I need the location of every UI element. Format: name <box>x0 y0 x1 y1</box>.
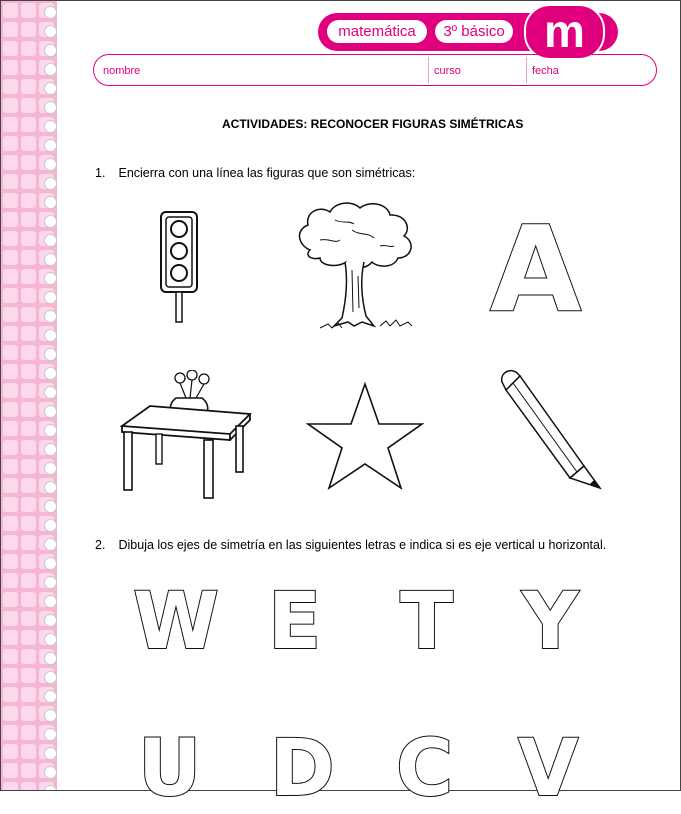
binding-hole <box>44 576 57 589</box>
binding-hole <box>44 633 57 646</box>
sidebar-pattern-square <box>21 22 36 37</box>
sidebar-pattern-square <box>3 668 18 683</box>
sidebar-pattern-square <box>21 307 36 322</box>
binding-hole <box>44 538 57 551</box>
sidebar-pattern-square <box>3 193 18 208</box>
binding-hole <box>44 595 57 608</box>
table-with-vase-icon <box>118 370 258 500</box>
sidebar-pattern-square <box>3 592 18 607</box>
worksheet-title: ACTIVIDADES: RECONOCER FIGURAS SIMÉTRICAS <box>222 117 524 131</box>
sidebar-pattern-square <box>21 782 36 790</box>
letter-a: A <box>490 200 582 338</box>
sidebar-pattern-square <box>21 98 36 113</box>
sidebar-pattern-square <box>3 402 18 417</box>
course-field-label: curso <box>434 65 461 77</box>
sidebar-pattern-square <box>3 117 18 132</box>
sidebar-pattern-square <box>21 345 36 360</box>
spiral-binding-sidebar <box>1 1 57 790</box>
sidebar-pattern-square <box>3 60 18 75</box>
sidebar-pattern-square <box>21 687 36 702</box>
question-number: 2. <box>95 538 106 552</box>
sidebar-pattern-square <box>21 383 36 398</box>
sidebar-pattern-square <box>3 79 18 94</box>
sidebar-pattern-square <box>21 402 36 417</box>
question-1 <box>95 166 415 180</box>
sidebar-pattern-square <box>3 649 18 664</box>
sidebar-pattern-square <box>3 231 18 246</box>
sidebar-pattern-square <box>3 763 18 778</box>
sidebar-pattern-square <box>21 440 36 455</box>
binding-hole <box>44 272 57 285</box>
sidebar-pattern-square <box>21 497 36 512</box>
binding-hole <box>44 747 57 760</box>
sidebar-pattern-square <box>3 725 18 740</box>
sidebar-pattern-square <box>3 497 18 512</box>
binding-hole <box>44 519 57 532</box>
sidebar-pattern-square <box>3 326 18 341</box>
sidebar-pattern-square <box>3 41 18 56</box>
sidebar-pattern-square <box>21 649 36 664</box>
binding-hole <box>44 500 57 513</box>
sidebar-pattern-square <box>21 630 36 645</box>
sidebar-pattern-square <box>3 706 18 721</box>
sidebar-pattern-square <box>21 478 36 493</box>
sidebar-pattern-square <box>21 269 36 284</box>
sidebar-pattern-square <box>3 3 18 18</box>
binding-hole <box>44 462 57 475</box>
binding-hole <box>44 44 57 57</box>
sidebar-pattern-square <box>21 60 36 75</box>
binding-hole <box>44 671 57 684</box>
sidebar-pattern-square <box>3 744 18 759</box>
binding-hole <box>44 766 57 779</box>
question-text: Encierra con una línea las figuras que son simétricas: <box>118 166 416 180</box>
sidebar-pattern-square <box>21 706 36 721</box>
binding-hole <box>44 310 57 323</box>
sidebar-pattern-square <box>21 421 36 436</box>
binding-hole <box>44 728 57 741</box>
subject-label: matemática <box>327 20 427 43</box>
letter-v: V <box>518 724 579 814</box>
binding-hole <box>44 253 57 266</box>
sidebar-pattern-square <box>3 440 18 455</box>
letter-u: U <box>138 724 202 814</box>
binding-hole <box>44 690 57 703</box>
sidebar-pattern-square <box>21 744 36 759</box>
binding-hole <box>44 139 57 152</box>
sidebar-pattern-square <box>3 421 18 436</box>
letter-t: T <box>400 577 454 667</box>
sidebar-pattern-square <box>3 782 18 790</box>
binding-hole <box>44 652 57 665</box>
tree-icon <box>290 200 420 335</box>
sidebar-pattern-square <box>3 535 18 550</box>
sidebar-pattern-square <box>21 250 36 265</box>
binding-hole <box>44 405 57 418</box>
date-field-label: fecha <box>532 65 559 77</box>
binding-hole <box>44 367 57 380</box>
sidebar-pattern-square <box>3 611 18 626</box>
sidebar-pattern-square <box>21 136 36 151</box>
sidebar-pattern-square <box>3 478 18 493</box>
star-icon <box>306 380 426 492</box>
divider <box>526 57 527 83</box>
traffic-light-icon <box>155 208 205 326</box>
binding-hole <box>44 557 57 570</box>
sidebar-pattern-square <box>3 155 18 170</box>
sidebar-pattern-square <box>3 174 18 189</box>
sidebar-pattern-square <box>21 212 36 227</box>
sidebar-pattern-square <box>3 22 18 37</box>
binding-hole <box>44 614 57 627</box>
letter-d: D <box>270 724 335 814</box>
binding-hole <box>44 348 57 361</box>
question-2 <box>95 538 606 552</box>
sidebar-pattern-square <box>21 3 36 18</box>
sidebar-pattern-square <box>21 364 36 379</box>
binding-hole <box>44 63 57 76</box>
binding-hole <box>44 82 57 95</box>
sidebar-pattern-square <box>3 630 18 645</box>
binding-hole <box>44 158 57 171</box>
binding-hole <box>44 785 57 790</box>
sidebar-pattern-square <box>3 212 18 227</box>
sidebar-pattern-square <box>3 516 18 531</box>
sidebar-pattern-square <box>21 763 36 778</box>
logo-m: m <box>524 4 605 60</box>
binding-hole <box>44 291 57 304</box>
question-text: Dibuja los ejes de simetría en las siguientes letras e indica si es eje vertical u horizontal. <box>118 538 607 552</box>
sidebar-pattern-square <box>21 573 36 588</box>
sidebar-pattern-square <box>3 554 18 569</box>
sidebar-pattern-square <box>21 326 36 341</box>
binding-hole <box>44 709 57 722</box>
letter-c: C <box>396 724 454 814</box>
divider <box>428 57 429 83</box>
sidebar-pattern-square <box>3 307 18 322</box>
binding-hole <box>44 481 57 494</box>
sidebar-pattern-square <box>3 364 18 379</box>
sidebar-pattern-square <box>3 98 18 113</box>
sidebar-pattern-square <box>3 250 18 265</box>
binding-hole <box>44 234 57 247</box>
binding-hole <box>44 177 57 190</box>
letter-e: E <box>268 577 322 667</box>
binding-hole <box>44 424 57 437</box>
binding-hole <box>44 25 57 38</box>
sidebar-pattern-square <box>21 668 36 683</box>
student-info-bar <box>93 54 657 86</box>
pencil-icon <box>498 368 606 492</box>
sidebar-pattern-square <box>3 269 18 284</box>
letter-w: W <box>133 577 220 667</box>
letter-y: Y <box>522 577 579 667</box>
sidebar-pattern-square <box>3 687 18 702</box>
sidebar-pattern-square <box>3 345 18 360</box>
binding-hole <box>44 386 57 399</box>
sidebar-pattern-square <box>21 174 36 189</box>
sidebar-pattern-square <box>21 459 36 474</box>
sidebar-pattern-square <box>3 383 18 398</box>
sidebar-pattern-square <box>21 79 36 94</box>
sidebar-pattern-square <box>21 725 36 740</box>
sidebar-pattern-square <box>21 554 36 569</box>
grade-label: 3º básico <box>435 20 513 43</box>
sidebar-pattern-square <box>21 193 36 208</box>
sidebar-pattern-square <box>21 155 36 170</box>
sidebar-pattern-square <box>21 288 36 303</box>
binding-hole <box>44 215 57 228</box>
sidebar-pattern-square <box>21 535 36 550</box>
sidebar-pattern-square <box>21 117 36 132</box>
sidebar-pattern-square <box>21 231 36 246</box>
binding-hole <box>44 6 57 19</box>
sidebar-pattern-square <box>21 592 36 607</box>
sidebar-pattern-square <box>3 136 18 151</box>
sidebar-pattern-square <box>3 573 18 588</box>
binding-hole <box>44 329 57 342</box>
sidebar-pattern-square <box>3 459 18 474</box>
binding-hole <box>44 196 57 209</box>
sidebar-pattern-square <box>3 288 18 303</box>
name-field-label: nombre <box>103 65 141 77</box>
question-number: 1. <box>95 166 106 180</box>
binding-hole <box>44 101 57 114</box>
sidebar-pattern-square <box>21 611 36 626</box>
binding-hole <box>44 120 57 133</box>
sidebar-pattern-square <box>21 41 36 56</box>
sidebar-pattern-square <box>21 516 36 531</box>
binding-hole <box>44 443 57 456</box>
